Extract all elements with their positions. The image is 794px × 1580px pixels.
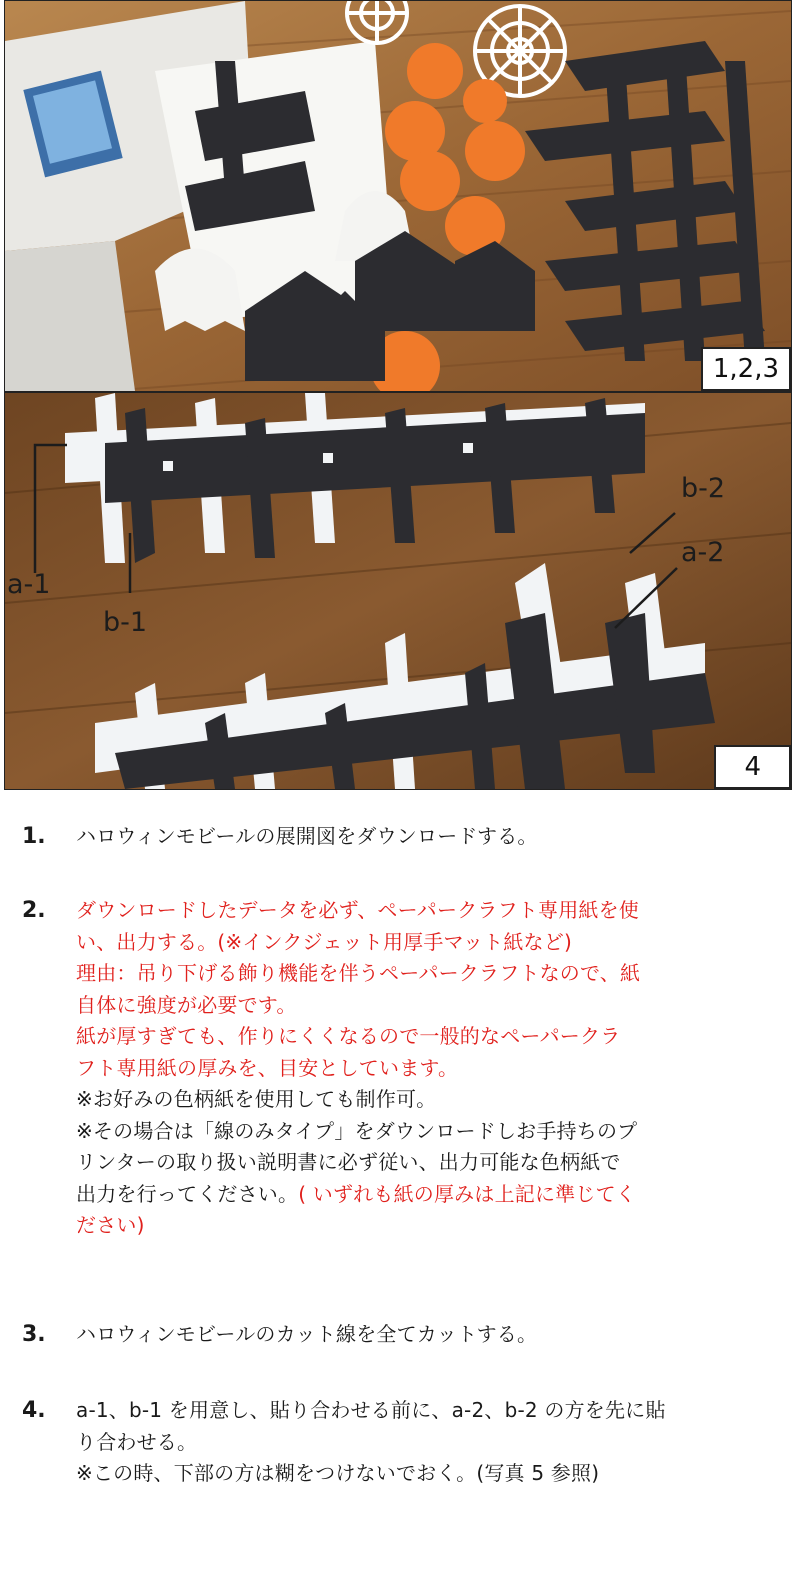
step-line: フト専用紙の厚みを、目安としています。 [76, 1055, 459, 1080]
label-a1: a-1 [7, 569, 51, 600]
step-number: 1. [22, 824, 46, 849]
step-line: ハロウィンモビールの展開図をダウンロードする。 [76, 824, 538, 848]
step-line: い、出力する。(※インクジェット用厚手マット紙など) [76, 929, 572, 954]
step-number: 4. [22, 1398, 46, 1423]
step-line: ※この時、下部の方は糊をつけないでおく。(写真 5 参照) [76, 1461, 600, 1485]
label-b2: b-2 [681, 473, 726, 504]
photo-2-illustration [5, 393, 791, 789]
step-body [76, 821, 776, 853]
photo-printer-halloween-crafts [4, 0, 792, 392]
step-number: 2. [22, 898, 46, 923]
step-line: 紙が厚すぎても、作りにくくなるので一般的なペーパークラ [76, 1024, 621, 1048]
step-body [76, 1319, 776, 1351]
photo-1-badge: 1,2,3 [701, 347, 791, 391]
step-line: ハロウィンモビールのカット線を全てカットする。 [76, 1322, 538, 1346]
step-line: a-1、b-1 を用意し、貼り合わせる前に、a-2、b-2 の方を先に貼 [76, 1398, 666, 1422]
step-line: り合わせる。 [76, 1429, 198, 1454]
step-line: ※お好みの色柄紙を使用しても制作可。 [76, 1087, 437, 1111]
step-line: 自体に強度が必要です。 [76, 992, 297, 1017]
step-body [76, 1395, 776, 1490]
step-line-red-part: ( いずれも紙の厚みは上記に準じてく [298, 1181, 636, 1206]
step-body [76, 895, 776, 1242]
step-line: ※その場合は「線のみタイプ」をダウンロードしお手持ちのプ [76, 1118, 638, 1143]
step-line: ださい) [76, 1213, 145, 1237]
step-line: 理由：吊り下げる飾り機能を伴うペーパークラフトなので、紙 [76, 961, 641, 985]
step-line: ダウンロードしたデータを必ず、ペーパークラフト専用紙を使 [76, 898, 639, 922]
step-number: 3. [22, 1322, 46, 1347]
step-line-mixed [76, 1179, 776, 1211]
label-a2: a-2 [681, 537, 725, 568]
label-b1: b-1 [103, 607, 148, 638]
step-line-black-part: 出力を行ってください。 [76, 1181, 299, 1206]
step-line: リンターの取り扱い説明書に必ず従い、出力可能な色柄紙で [76, 1150, 621, 1174]
photo-2-badge: 4 [714, 745, 791, 789]
photo-1-illustration [5, 1, 791, 391]
photo-fence-assembly [4, 392, 792, 790]
